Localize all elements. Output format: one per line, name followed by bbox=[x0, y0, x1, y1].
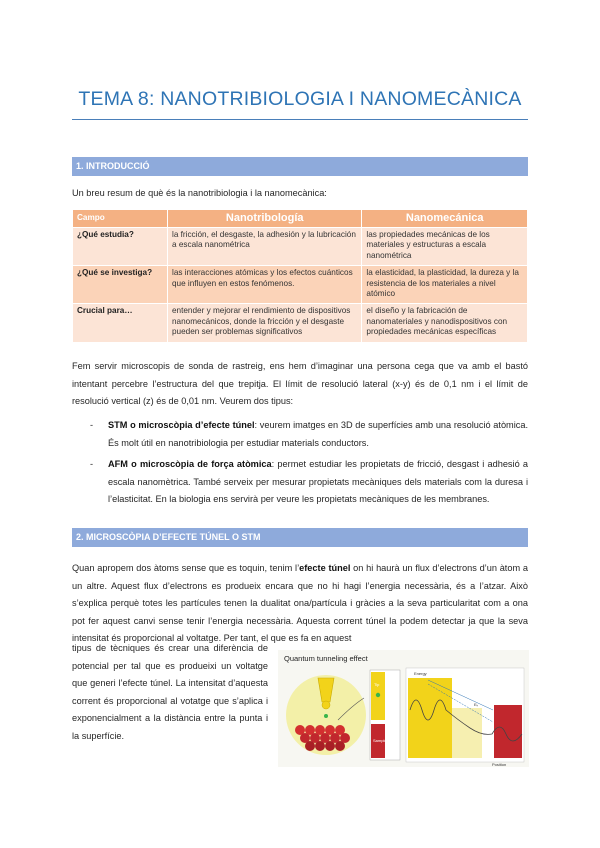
table-cell-key: ¿Qué se investiga? bbox=[73, 266, 168, 304]
intro-sentence: Un breu resum de què és la nanotribiologia i la nanomecànica: bbox=[72, 188, 327, 198]
table-cell-key: Crucial para… bbox=[73, 304, 168, 342]
table-cell: las propiedades mecánicas de los materiales y estructuras a escala nanométrica bbox=[362, 228, 528, 266]
bullet-marker: - bbox=[90, 459, 94, 469]
quantum-tunneling-figure bbox=[278, 650, 529, 767]
page-title: TEMA 8: NANOTRIBIOLOGIA I NANOMECÀNICA bbox=[78, 88, 522, 110]
barrier-region bbox=[452, 708, 482, 758]
tunneling-illustration bbox=[278, 650, 529, 767]
bullet-term: AFM o microscòpia de força atòmica bbox=[108, 459, 272, 469]
sample-label: Sample bbox=[373, 738, 387, 743]
para-text: on hi haurà un flux d’electrons d’un àtom a un altre. Aquest flux d’electrons es produeix encara que no hi hagi l’energia necessària, és a l’atzar. Això s’explica perquè totes les partícules tenen la dualitat ona/partícula i gràcies a la seva particularitat com a ona pot fer aquest canvi sense tenir l’energia necessària. Aquesta corrent túnel la podem detectar ja que la seva intensitat és proporcional al voltatge. Per tant, el que es fa en aquest bbox=[72, 563, 528, 644]
table-cell: las interacciones atómicas y los efectos cuánticos que influyen en estos fenómenos. bbox=[168, 266, 362, 304]
table-cell-key: ¿Qué estudia? bbox=[73, 228, 168, 266]
bullet-afm bbox=[108, 456, 528, 509]
table-cell: la fricción, el desgaste, la adhesión y la lubricación a escala nanométrica bbox=[168, 228, 362, 266]
paragraph-microscopis: Fem servir microscopis de sonda de rastreig, ens hem d’imaginar una persona cega que va amb el bastó intentant percebre l’estructura del que trepitja. El límit de resolució lateral (x-y) és de 0,1 nm i el límit de resolució vertical (z) és de 0,01 nm. Veurem dos tipus: bbox=[72, 361, 528, 407]
para-text: Quan apropem dos àtoms sense que es toquin, tenim l’ bbox=[72, 563, 300, 573]
table-header-nanomecanica: Nanomecánica bbox=[362, 210, 528, 228]
tip-label: Tip bbox=[374, 682, 380, 687]
position-axis-label: Position bbox=[492, 762, 507, 767]
table-cell: entender y mejorar el rendimiento de dispositivos nanomecánicos, donde la fricción y el desgaste pueden ser problemas significativos bbox=[168, 304, 362, 342]
section-heading-introduccio: 1. INTRODUCCIÓ bbox=[72, 157, 528, 176]
tip-atom bbox=[322, 701, 330, 709]
energy-level-label: Eₖ bbox=[474, 702, 479, 707]
bullet-text: : permet estudiar les propietats de fricció, desgast i adhesió a escala nanomètrica. També serveix per mesurar propietats mecàniques dels materials com la duresa i l’elasticitat. En la biologia ens servirà per veure les propietats mecàniques de les membranes. bbox=[108, 459, 529, 505]
table-header-campo: Campo bbox=[73, 210, 168, 228]
paragraph-tecniques: tipus de tècniques és crear una diferència de potencial per tal que es produeixi un voltatge que generi l’efecte túnel. La intensitat d’aquesta corrent és proporcional al votatge que s’aplica i exponencialment a la distància entre la punta i la superfície. bbox=[72, 643, 268, 741]
comparison-table bbox=[72, 209, 528, 343]
section-heading-stm: 2. MICROSCÒPIA D’EFECTE TÚNEL O STM bbox=[72, 528, 528, 547]
region-right bbox=[494, 705, 522, 758]
bullet-text: : veurem imatges en 3D de superfícies amb una resolució atòmica. És molt útil en nanotribiologia per estudiar materials conductors. bbox=[108, 420, 528, 448]
table-row bbox=[73, 228, 528, 266]
table-header-nanotribologia: Nanotribología bbox=[168, 210, 362, 228]
para-term: efecte túnel bbox=[299, 563, 351, 573]
energy-axis-label: Energy bbox=[414, 671, 427, 676]
paragraph-efecte-tunel bbox=[72, 560, 528, 648]
table-cell: el diseño y la fabricación de nanomateriales y nanodispositivos con propiedades mecánicas específicas bbox=[362, 304, 528, 342]
bullet-stm bbox=[108, 417, 528, 452]
region-left bbox=[408, 678, 452, 758]
table-cell: la elasticidad, la plasticidad, la dureza y la resistencia de los materiales a nivel atómico bbox=[362, 266, 528, 304]
title-divider bbox=[72, 119, 528, 120]
bullet-marker: - bbox=[90, 420, 94, 430]
figure-caption: Quantum tunneling effect bbox=[284, 654, 368, 663]
bullet-term: STM o microscòpia d’efecte túnel bbox=[108, 420, 255, 430]
table-row bbox=[73, 266, 528, 304]
electron-dot bbox=[324, 714, 328, 718]
table-row bbox=[73, 304, 528, 342]
